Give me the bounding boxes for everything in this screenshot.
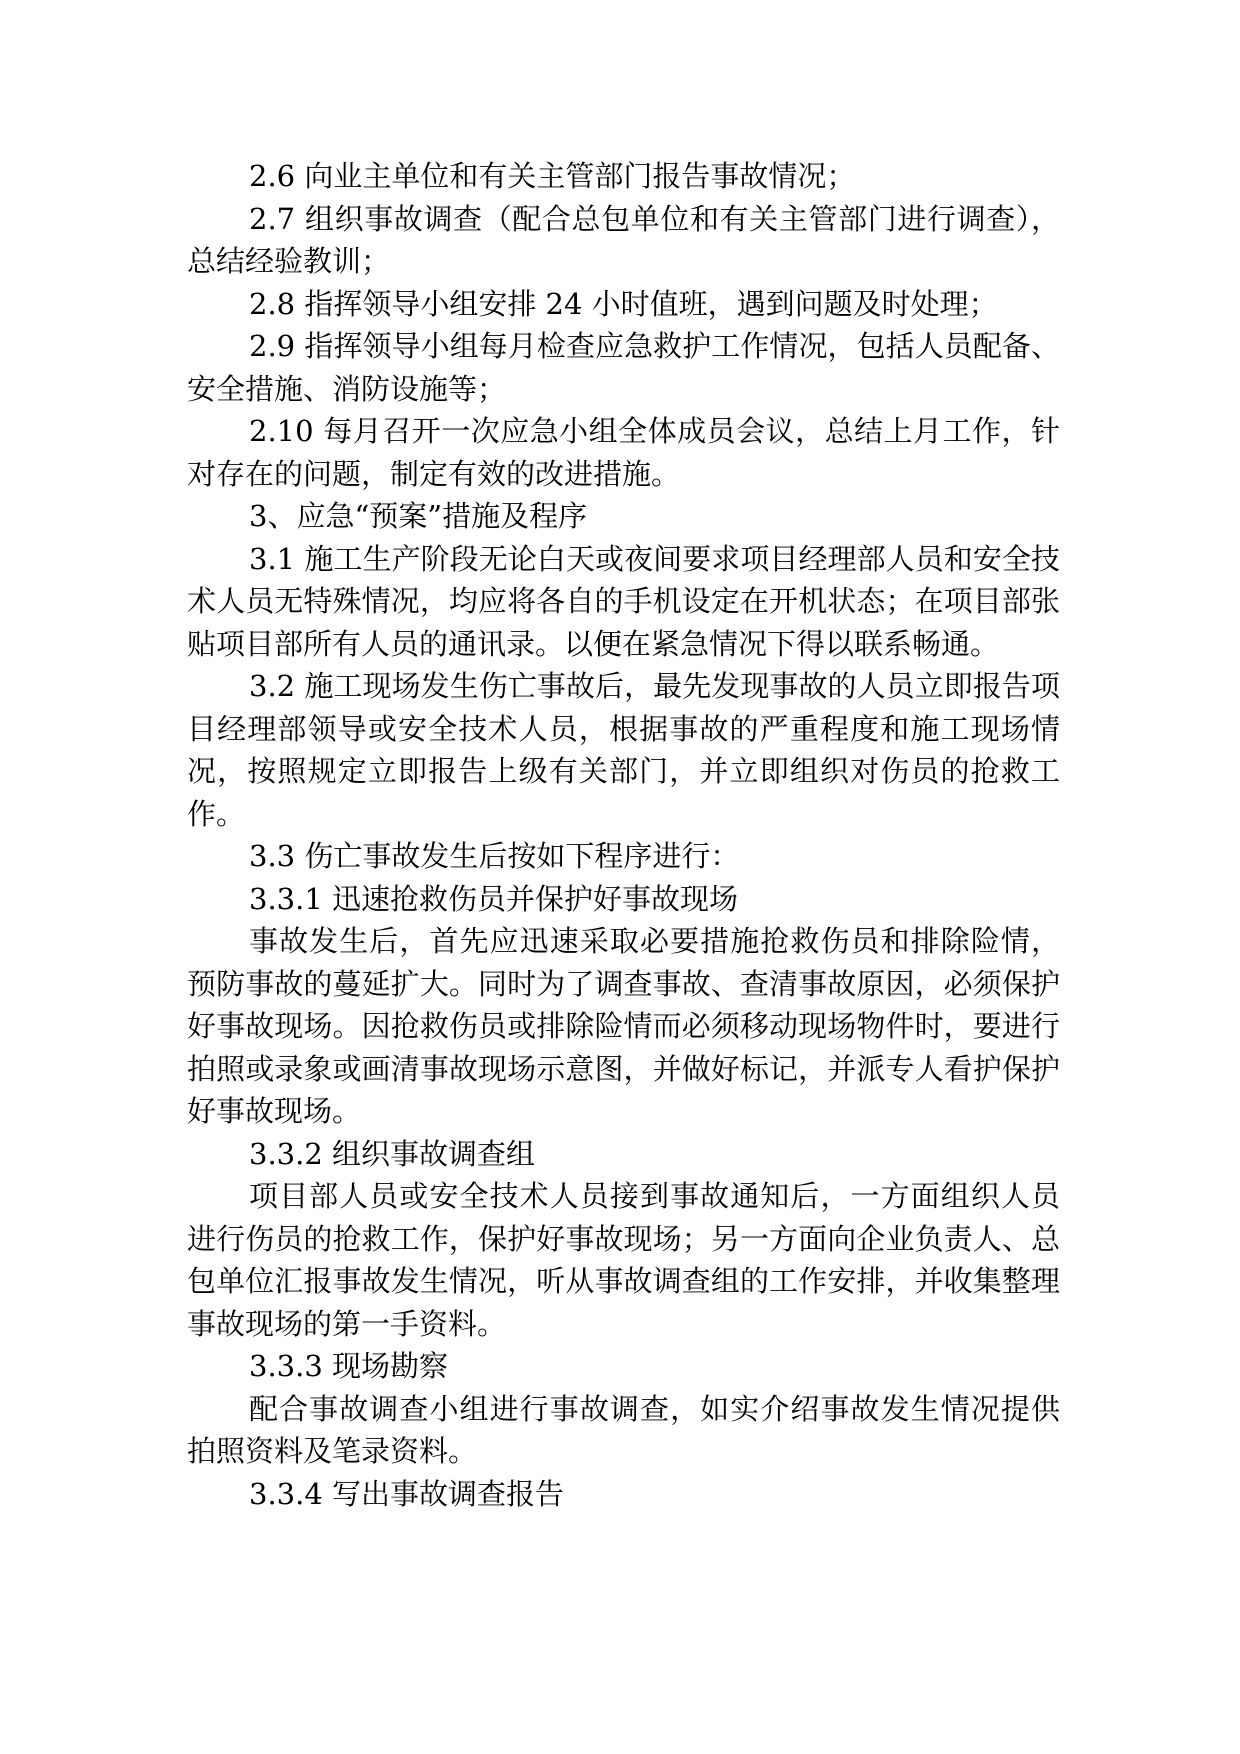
subheading-3-3-4: 3.3.4 写出事故调查报告 bbox=[249, 1476, 565, 1511]
paragraph-2-9: 2.9 指挥领导小组每月检查应急救护工作情况，包括人员配备、安全措施、消防设施等； bbox=[187, 329, 1060, 406]
paragraph-3-1: 3.1 施工生产阶段无论白天或夜间要求项目经理部人员和安全技术人员无特殊情况，均应将各自的手机设定在开机状态；在项目部张贴项目部所有人员的通讯录。以便在紧急情况下得以联系畅通。 bbox=[187, 541, 1060, 661]
paragraph-2-6: 2.6 向业主单位和有关主管部门报告事故情况； bbox=[249, 159, 856, 193]
paragraph-2-7: 2.7 组织事故调查（配合总包单位和有关主管部门进行调查），总结经验教训； bbox=[187, 201, 1060, 278]
paragraph-3-3-1-body: 事故发生后，首先应迅速采取必要措施抢救伤员和排除险情，预防事故的蔓延扩大。同时为了调查事故、查清事故原因，必须保护好事故现场。因抢救伤员或排除险情而必须移动现场物件时，要进行拍照或录象或画清事故现场示意图，并做好标记，并派专人看护保护好事故现场。 bbox=[187, 924, 1060, 1128]
paragraph-3-3-3-body: 配合事故调查小组进行事故调查，如实介绍事故发生情况提供拍照资料及笔录资料。 bbox=[187, 1391, 1060, 1468]
paragraph-3-3: 3.3 伤亡事故发生后按如下程序进行： bbox=[249, 839, 740, 873]
subheading-3-3-2: 3.3.2 组织事故调查组 bbox=[249, 1136, 536, 1171]
paragraph-3-3-2-body: 项目部人员或安全技术人员接到事故通知后，一方面组织人员进行伤员的抢救工作，保护好事故现场；另一方面向企业负责人、总包单位汇报事故发生情况，听从事故调查组的工作安排，并收集整理事故现场的第一手资料。 bbox=[187, 1179, 1060, 1341]
paragraph-2-10: 2.10 每月召开一次应急小组全体成员会议，总结上月工作，针对存在的问题，制定有效的改进措施。 bbox=[187, 414, 1060, 491]
paragraph-3-2: 3.2 施工现场发生伤亡事故后，最先发现事故的人员立即报告项目经理部领导或安全技术人员，根据事故的严重程度和施工现场情况，按照规定立即报告上级有关部门，并立即组织对伤员的抢救工作。 bbox=[187, 669, 1060, 831]
subheading-3-3-3: 3.3.3 现场勘察 bbox=[249, 1349, 449, 1383]
paragraph-2-8: 2.8 指挥领导小组安排 24 小时值班，遇到问题及时处理； bbox=[249, 286, 998, 321]
section-heading-3: 3、应急“预案”措施及程序 bbox=[249, 499, 588, 533]
document-body bbox=[187, 155, 1060, 1515]
subheading-3-3-1: 3.3.1 迅速抢救伤员并保护好事故现场 bbox=[249, 881, 739, 916]
